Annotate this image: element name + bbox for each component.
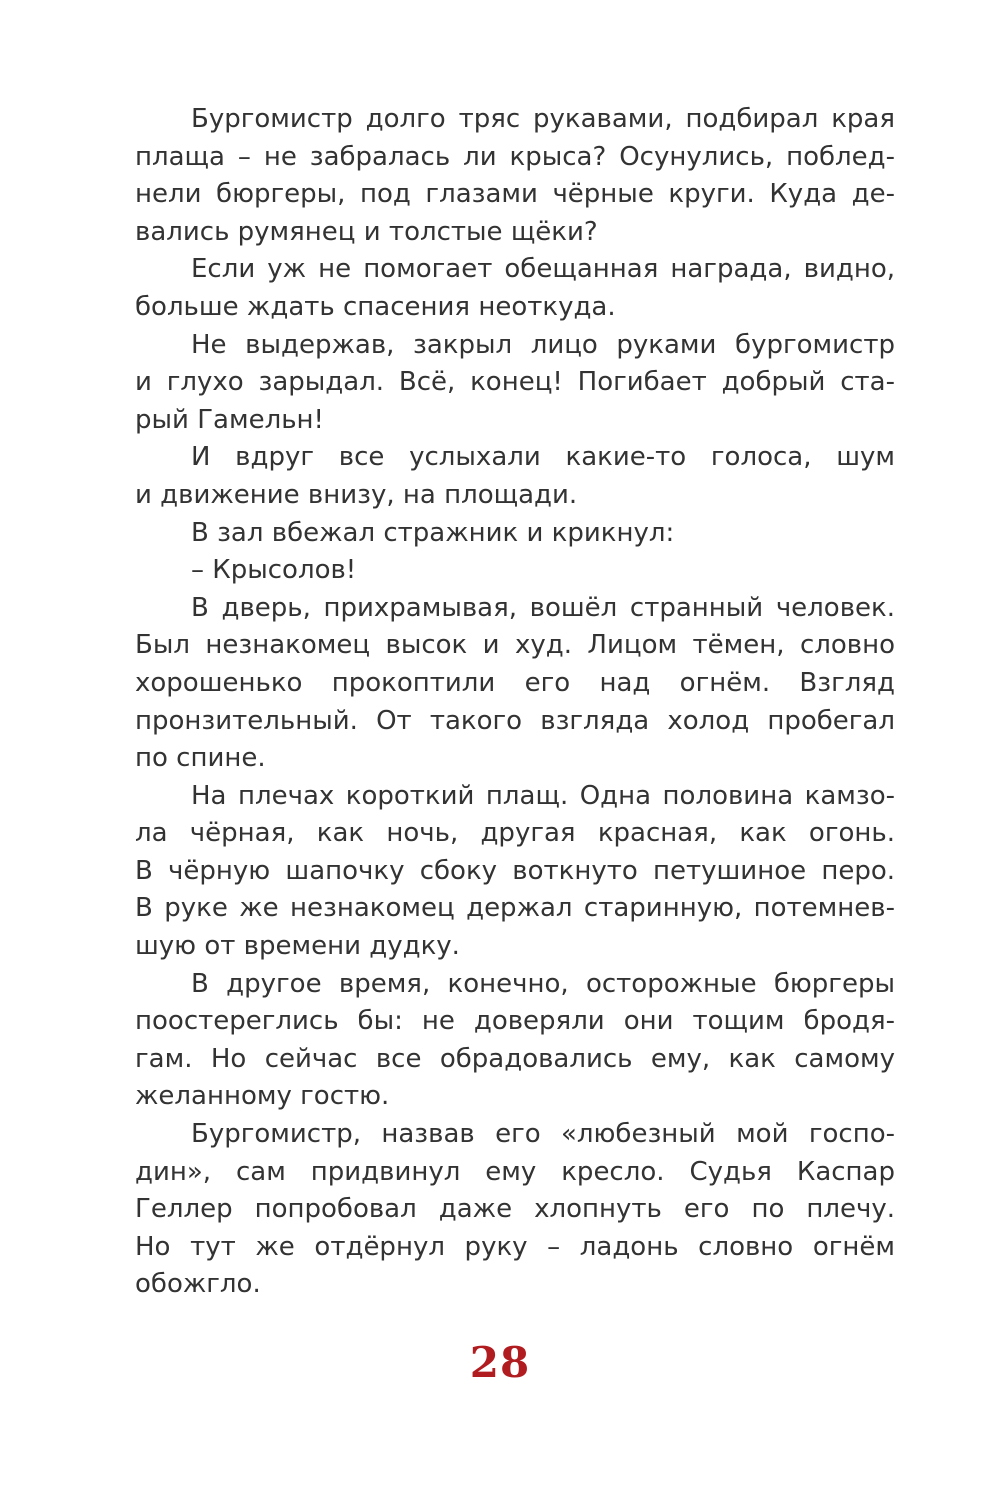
text-line: В дверь, прихрамывая, вошёл странный человек. [191, 592, 895, 623]
text-line: хорошенько прокоптили его над огнём. Взгляд [135, 667, 895, 698]
text-line: дин», сам придвинул ему кресло. Судья Каспар [135, 1156, 895, 1187]
body-text [135, 101, 895, 1304]
text-line: вались румянец и толстые щёки? [135, 216, 598, 247]
text-line: Бургомистр долго тряс рукавами, подбирал края [191, 104, 895, 134]
text-line: Геллер попробовал даже хлопнуть его по плечу. [135, 1194, 895, 1225]
text-line: ла чёрная, как ночь, другая красная, как огонь. [135, 818, 895, 849]
text-line: В другое время, конечно, осторожные бюргеры [191, 968, 895, 999]
text-line: больше ждать спасения неоткуда. [135, 291, 616, 322]
text-line: Бургомистр, назвав его «любезный мой госпо- [191, 1119, 895, 1150]
text-line: шую от времени дудку. [135, 931, 460, 962]
text-line: рый Гамельн! [135, 404, 324, 435]
text-line: В зал вбежал стражник и крикнул: [191, 517, 675, 548]
text-line: плаща – не забралась ли крыса? Осунулись, поблед- [135, 141, 895, 172]
text-line: Не выдержав, закрыл лицо руками бургомистр [191, 329, 895, 360]
text-line: – Крысолов! [191, 555, 357, 586]
text-line: В руке же незнакомец держал старинную, потемнев- [135, 893, 895, 924]
text-line: желанному гостю. [135, 1081, 390, 1112]
text-line: пронзительный. От такого взгляда холод пробегал [135, 705, 895, 736]
text-line: Но тут же отдёрнул руку – ладонь словно огнём [135, 1231, 895, 1262]
text-line: На плечах короткий плащ. Одна половина камзо- [191, 780, 895, 811]
text-line: обожгло. [135, 1269, 261, 1300]
text-line: В чёрную шапочку сбоку воткнуто петушиное перо. [135, 855, 895, 886]
text-line: и движение внизу, на площади. [135, 479, 578, 510]
text-line: Если уж не помогает обещанная награда, видно, [191, 254, 895, 285]
text-line: гам. Но сейчас все обрадовались ему, как самому [135, 1043, 895, 1074]
page-number: 28 [469, 1338, 531, 1387]
text-line: нели бюргеры, под глазами чёрные круги. Куда де- [135, 179, 895, 210]
text-line: поостереглись бы: не доверяли они тощим бродя- [135, 1006, 895, 1037]
text-line: Был незнакомец высок и худ. Лицом тёмен, словно [135, 630, 895, 661]
text-line: И вдруг все услыхали какие-то голоса, шум [191, 442, 895, 473]
text-line: и глухо зарыдал. Всё, конец! Погибает добрый ста- [135, 367, 895, 398]
text-line: по спине. [135, 743, 266, 774]
